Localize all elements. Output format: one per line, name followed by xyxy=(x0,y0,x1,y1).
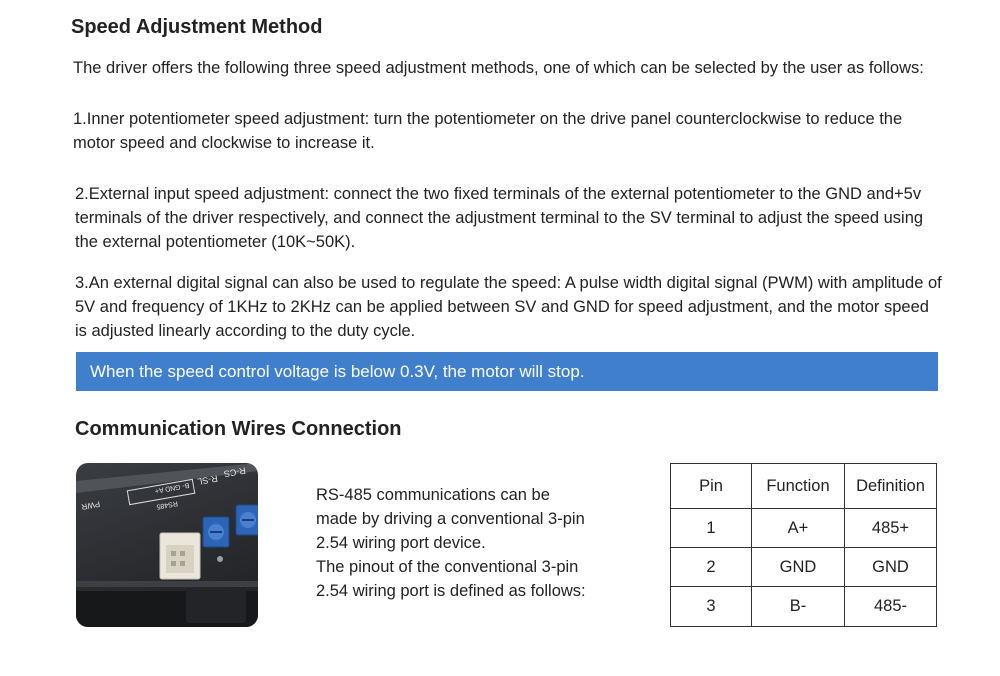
pinout-header-pin: Pin xyxy=(671,464,752,509)
rs485-description xyxy=(316,483,636,603)
rs485-description-line: RS-485 communications can be xyxy=(316,486,550,504)
pinout-cell-definition: GND xyxy=(845,548,937,587)
pinout-cell-pin: 3 xyxy=(671,587,752,627)
pinout-cell-function: GND xyxy=(752,548,845,587)
rs485-description-line: The pinout of the conventional 3-pin xyxy=(316,558,579,576)
pinout-table xyxy=(670,463,937,627)
pinout-cell-pin: 1 xyxy=(671,509,752,548)
speed-method-2: 2.External input speed adjustment: connect the two fixed terminals of the external potentiometer to the GND and+5v terminals of the driver respectively, and connect the adjustment terminal to the SV terminal to adjust the speed using the external potentiometer (10K~50K). xyxy=(75,185,924,251)
pinout-header-function: Function xyxy=(752,464,845,509)
pinout-header-row xyxy=(671,464,937,509)
comm-section-title: Communication Wires Connection xyxy=(75,418,402,440)
photo-label-rs485: RS485 xyxy=(155,499,179,510)
table-row xyxy=(671,587,937,627)
pinout-cell-function: A+ xyxy=(752,509,845,548)
speed-section-title: Speed Adjustment Method xyxy=(71,16,323,38)
speed-method-1: 1.Inner potentiometer speed adjustment: turn the potentiometer on the drive panel counterclockwise to reduce the motor speed and clockwise to increase it. xyxy=(73,110,903,152)
pinout-cell-function: B- xyxy=(752,587,845,627)
speed-method-3: 3.An external digital signal can also be used to regulate the speed: A pulse width digital signal (PWM) with amplitude of 5V and frequency of 1KHz to 2KHz can be applied between SV and GND for speed adjustment, and the motor speed is adjusted linearly according to the duty cycle. xyxy=(75,274,942,340)
driver-photo-drawing xyxy=(76,463,258,627)
pinout-cell-pin: 2 xyxy=(671,548,752,587)
rs485-description-line: 2.54 wiring port is defined as follows: xyxy=(316,582,586,600)
driver-photo xyxy=(76,463,258,627)
pinout-cell-definition: 485- xyxy=(845,587,937,627)
photo-label-pins: B- GND A+ xyxy=(154,481,190,494)
pinout-cell-definition: 485+ xyxy=(845,509,937,548)
photo-label-rsl: R-SL xyxy=(196,473,219,487)
table-row xyxy=(671,509,937,548)
speed-note-banner: When the speed control voltage is below 0.3V, the motor will stop. xyxy=(76,352,938,391)
rs485-description-line: made by driving a conventional 3-pin xyxy=(316,510,585,528)
photo-label-cs: R-CS xyxy=(223,465,247,480)
photo-label-pwr: PWR xyxy=(80,499,101,512)
pinout-header-definition: Definition xyxy=(845,464,937,509)
rs485-description-line: 2.54 wiring port device. xyxy=(316,534,486,552)
table-row xyxy=(671,548,937,587)
speed-intro: The driver offers the following three speed adjustment methods, one of which can be selected by the user as follows: xyxy=(73,59,924,77)
